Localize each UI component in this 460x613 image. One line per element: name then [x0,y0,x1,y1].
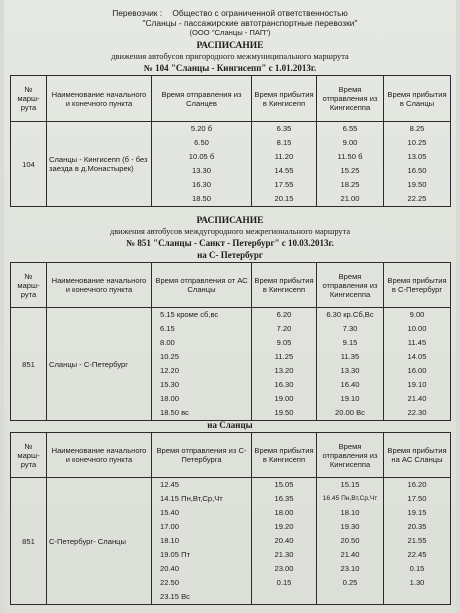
time: 21.40 [407,394,427,403]
time: 14.15 Пн,Вт,Ср,Чт [160,494,223,503]
time: 7.30 [342,324,358,333]
section2-direction: на С- Петербург [197,250,263,260]
section2-title: РАСПИСАНИЕ [196,216,264,226]
dep-b-cell [317,308,384,421]
section1-data-row [11,122,451,207]
arr-b-cell [252,308,317,421]
time: 15.40 [160,508,180,517]
time: 11.20 [274,152,294,161]
time: 13.30 [340,366,360,375]
time: 16.00 [407,366,427,375]
time: 6.30 кр.Сб,Вс [326,310,374,319]
time: 21.30 [274,550,294,559]
section1-route: № 104 "Сланцы - Кингисепп" с 1.01.2013г. [143,63,317,73]
time: 18.50 [191,194,211,203]
dep-a-cell [152,122,252,207]
time: 23.00 [274,564,294,573]
time: 18.50 вс [160,408,189,417]
time: 14.05 [407,352,427,361]
time: 0.15 [409,564,425,573]
time: 19.30 [340,522,360,531]
time: 13.20 [274,366,294,375]
time: 6.35 [276,124,292,133]
col-route-no: № марш-рута [11,433,47,478]
dep-b-cell [317,478,384,605]
time: 20.35 [407,522,427,531]
section3-data-row [11,478,451,605]
section3-header-row [11,433,451,478]
dep-a-cell [152,308,252,421]
col-dep-a: Время отправления от АС Сланцы [152,263,252,308]
section2-route: № 851 "Сланцы - Санкт - Петербург" с 10.03.2013г. [126,238,334,248]
time: 16.20 [407,480,427,489]
time: 11.50 б [337,152,363,161]
arr-a-cell [384,122,451,207]
section2-subtitle: движения автобусов междугородного межрегионального маршрута [109,227,351,236]
col-arr-b: Время прибытия в Кингисепп [252,263,317,308]
time: 19.15 [407,508,427,517]
time: 19.10 [407,380,427,389]
time: 16.30 [191,180,211,189]
arr-c-cell [384,478,451,605]
time: 23.15 Вс [160,592,190,601]
col-dep-b: Время отправления из Кингисеппа [317,263,384,308]
time: 19.10 [340,394,360,403]
time: 10.05 б [188,152,215,161]
time: 17.50 [407,494,427,503]
col-route-no: № марш-рута [11,263,47,308]
time [319,590,381,604]
section3-table [10,432,451,605]
time: 18.00 [160,394,180,403]
col-arr-b: Время прибытия в Кингисепп [252,433,317,478]
col-dep-a: Время отправления из Сланцев [152,76,252,122]
col-dep-a: Время отправления из С-Петербурга [152,433,252,478]
time: 20.00 Вс [335,408,365,417]
time: 19.50 [407,180,427,189]
col-route-no: № марш-рута [11,76,47,122]
time: 16.30 [274,380,294,389]
time: 6.50 [194,138,209,147]
time: 13.30 [191,166,211,175]
time: 17.00 [160,522,180,531]
time: 11.25 [274,352,294,361]
dep-a-cell [152,478,252,605]
section2-data-row [11,308,451,421]
carrier-header [4,8,456,18]
section1-title: РАСПИСАНИЕ [196,41,264,51]
time: 12.20 [160,366,180,375]
time: 22.30 [407,408,427,417]
col-dep-b: Время отправления из Кингисеппа [317,433,384,478]
time: 20.40 [160,564,180,573]
carrier-line2: "Сланцы - пассажирские автотранспортные перевозки" [142,18,358,28]
time: 9.00 [342,138,358,147]
schedule-sheet [4,0,456,613]
time: 21.40 [340,550,360,559]
time: 0.15 [276,578,292,587]
time: 19.50 [274,408,294,417]
time: 19.20 [274,522,294,531]
time: 15.15 [340,480,360,489]
col-arr-c: Время прибытия в С-Петербург [384,263,451,308]
arr-c-cell [384,308,451,421]
time: 6.55 [342,124,358,133]
carrier-line3: (ООО "Сланцы - ПАП") [189,28,271,37]
section1-table [10,75,451,207]
section2-table [10,262,451,421]
time: 18.10 [160,536,180,545]
time: 11.45 [407,338,427,347]
time: 20.50 [340,536,360,545]
time: 15.30 [160,380,180,389]
time: 10.25 [407,138,427,147]
time: 18.10 [340,508,360,517]
route-number: 104 [11,122,47,207]
arr-b-cell [252,122,317,207]
time: 17.55 [274,180,294,189]
time: 5.15 кроме сб,вс [160,310,219,319]
col-arr-b: Время прибытия в Кингисепп [252,76,317,122]
time [254,590,314,604]
col-route-name: Наименование начального и конечного пункта [47,76,152,122]
section1-subtitle: движения автобусов пригородного межмуниципального маршрута [111,52,349,61]
time: 18.00 [274,508,294,517]
time: 14.55 [274,166,294,175]
time: 16.35 [274,494,294,503]
time: 10.00 [407,324,427,333]
time: 15.25 [340,166,360,175]
carrier-label: Перевозчик : [112,8,163,18]
route-name: Сланцы - Кингисепп (б - без заезда в д.Монастырек) [47,122,152,207]
section1-header-row [11,76,451,122]
route-number: 851 [11,478,47,605]
time: 19.05 Пт [160,550,191,559]
time: 10.25 [160,352,180,361]
time: 16.40 [340,380,360,389]
time: 22.50 [160,578,180,587]
time: 9.05 [276,338,292,347]
col-dep-b: Время отправления из Кингисеппа [317,76,384,122]
time: 6.15 [160,324,175,333]
route-name: С-Петербург- Сланцы [47,478,152,605]
time: 15.05 [274,480,294,489]
time: 19.00 [274,394,294,403]
section2-header-row [11,263,451,308]
time: 16.45 Пн,Вт,Ср,Чт [322,495,378,502]
time: 11.35 [340,352,360,361]
col-arr-a: Время прибытия в Сланцы [384,76,451,122]
col-route-name: Наименование начального и конечного пункта [47,263,152,308]
dep-b-cell [317,122,384,207]
time: 18.25 [340,180,360,189]
time: 16.50 [407,166,427,175]
time: 22.25 [407,194,427,203]
time: 20.15 [274,194,294,203]
time: 6.20 [276,310,292,319]
arr-b-cell [252,478,317,605]
section3-direction: на Сланцы [207,420,253,430]
time: 23.10 [340,564,360,573]
time: 12.45 [160,480,180,489]
time: 8.25 [409,124,425,133]
time: 13.05 [407,152,427,161]
time: 8.00 [160,338,175,347]
time: 22.45 [407,550,427,559]
time: 21.55 [407,536,427,545]
time: 9.00 [409,310,425,319]
time: 20.40 [274,536,294,545]
route-name: Сланцы - С-Петербург [47,308,152,421]
col-arr-c: Время прибытия на АС Сланцы [384,433,451,478]
carrier-line1: Общество с ограниченной ответственностью [172,8,348,18]
time: 21.00 [340,194,360,203]
time: 9.15 [342,338,358,347]
time: 5.20 б [190,124,213,133]
time [386,590,448,604]
col-route-name: Наименование начального и конечного пункта [47,433,152,478]
time: 7.20 [276,324,292,333]
route-number: 851 [11,308,47,421]
time: 0.25 [342,578,358,587]
time: 1.30 [409,578,425,587]
time: 8.15 [276,138,292,147]
